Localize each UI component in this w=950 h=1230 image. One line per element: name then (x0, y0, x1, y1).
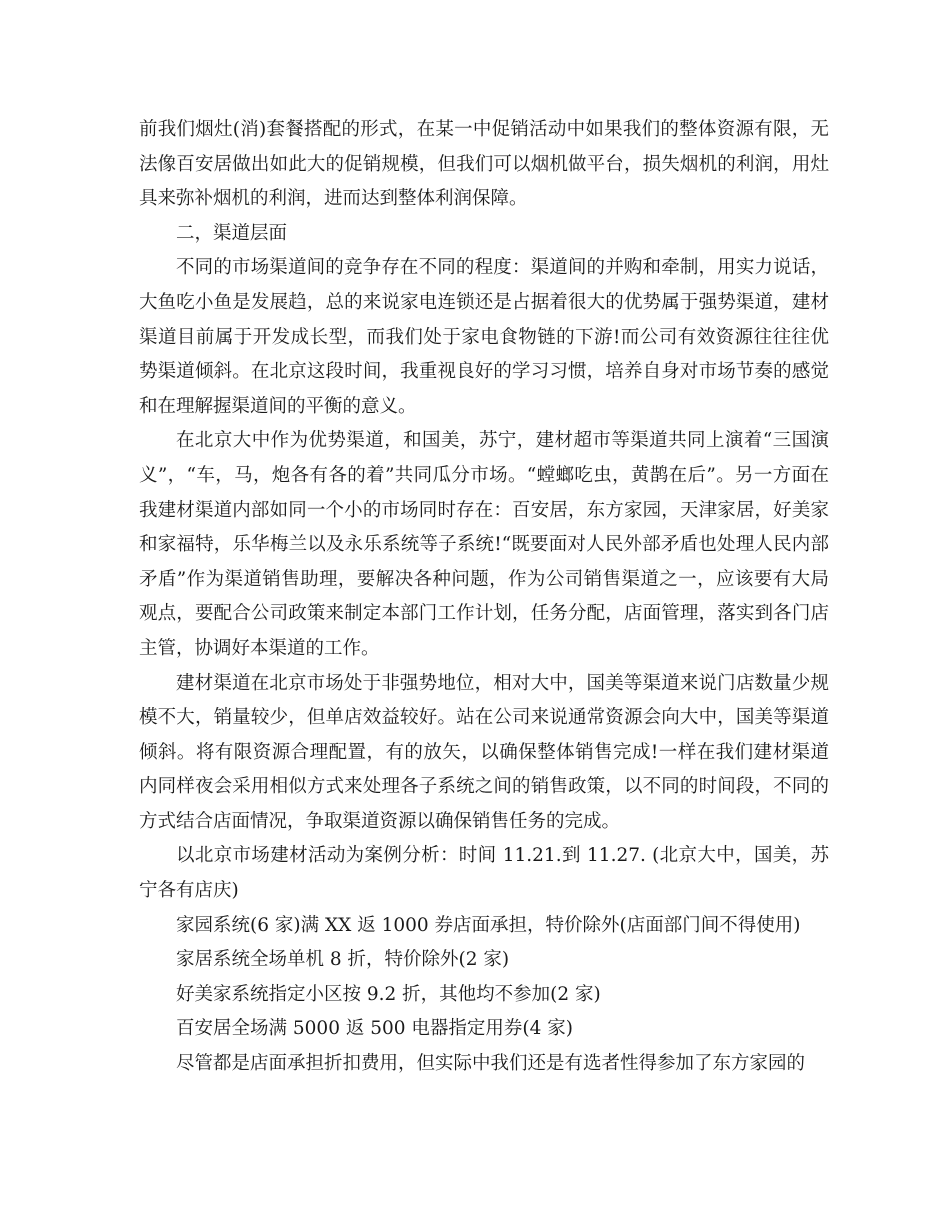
paragraph-channel-competition: 不同的市场渠道间的竞争存在不同的程度：渠道间的并购和牵制，用实力说话，大鱼吃小鱼是发展趋，总的来说家电连锁还是占据着很大的优势属于强势渠道，建材渠道目前属于开发成长型，而我们处于家电食物链的下游!而公司有效资源往往往优势渠道倾斜。在北京这段时间，我重视良好的学习习惯，培养自身对市场节奏的感觉和在理解握渠道间的平衡的意义。 (139, 257, 829, 417)
section-heading-channel: 二，渠道层面 (176, 222, 288, 244)
list-item-jiayuan: 家园系统(6 家)满 XX 返 1000 券店面承担，特价除外(店面部门间不得使用) (176, 914, 801, 936)
paragraph-beijing-channels: 在北京大中作为优势渠道，和国美，苏宁，建材超市等渠道共同上演着“三国演义”，“车，马，炮各有各的着”共同瓜分市场。“螳螂吃虫，黄鹊在后”。另一方面在我建材渠道内部如同一个小的市场同时存在：百安居，东方家园，天津家居，好美家和家福特，乐华梅兰以及永乐系统等子系统!“既要面对人民外部矛盾也处理人民内部矛盾”作为渠道销售助理，要解决各种问题，作为公司销售渠道之一，应该要有大局观点，要配合公司政策来制定本部门工作计划，任务分配，店面管理，落实到各门店主管，协调好本渠道的工作。 (139, 430, 829, 659)
paragraph-building-materials: 建材渠道在北京市场处于非强势地位，相对大中，国美等渠道来说门店数量少规模不大，销量较少，但单店效益较好。站在公司来说通常资源会向大中，国美等渠道倾斜。将有限资源合理配置，有的放矢，以确保整体销售完成!一样在我们建材渠道内同样夜会采用相似方式来处理各子系统之间的销售政策，以不同的时间段，不同的方式结合店面情况，争取渠道资源以确保销售任务的完成。 (139, 672, 829, 832)
paragraph-case-analysis: 以北京市场建材活动为案例分析：时间 11.21.到 11.27. (北京大中，国美，苏宁各有店庆) (139, 845, 829, 902)
paragraph-continuation: 前我们烟灶(消)套餐搭配的形式，在某一中促销活动中如果我们的整体资源有限，无法像百安居做出如此大的促销规模，但我们可以烟机做平台，损失烟机的利润，用灶具来弥补烟机的利润，进而达到整体利润保障。 (139, 119, 829, 210)
list-item-haomeijia: 好美家系统指定小区按 9.2 折，其他均不参加(2 家) (176, 983, 601, 1005)
paragraph-trailing: 尽管都是店面承担折扣费用，但实际中我们还是有选者性得参加了东方家园的 (176, 1053, 806, 1075)
list-item-baianju: 百安居全场满 5000 返 500 电器指定用券(4 家) (176, 1018, 574, 1040)
list-item-jiaju: 家居系统全场单机 8 折，特价除外(2 家) (176, 949, 510, 971)
document-body (139, 113, 829, 1082)
